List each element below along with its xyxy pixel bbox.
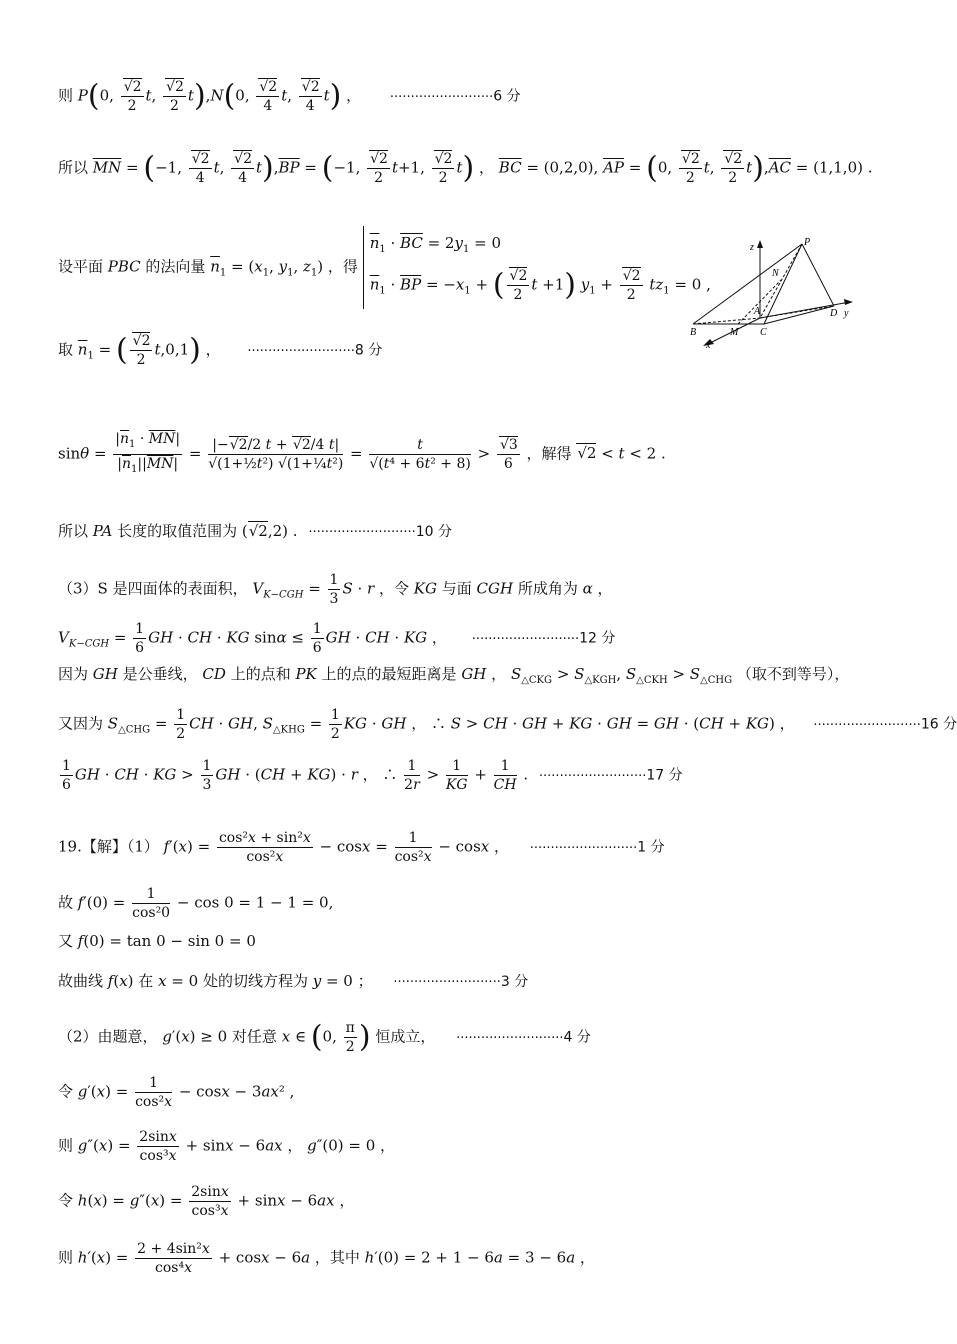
line-9: 因为 GH 是公垂线， CD 上的点和 PK 上的点的最短距离是 GH ， $S_{\triangle CKG} > S_{\triangle KGH}$, $S_{\triangle CKH} > S_{\triangle CHG}$ （取不到等号）， bbox=[58, 665, 850, 686]
line-7: （3）S 是四面体的表面积， $V_{K-CGH}$ = $\frac{1}{3}$ S · r ，令 KG 与面 CGH 所成角为 α ， bbox=[58, 572, 613, 607]
line-12: 19.【解】（1） f′(x) = $\frac{\text{cos²x + sin²x}}{\text{cos²x}}$ − cosx = $\frac{1}{\text{cos²x}}$ − cosx ， ··························1 分 bbox=[58, 830, 665, 865]
label-C: C bbox=[760, 327, 767, 338]
line-6: 所以 PA 长度的取值范围为 (√2,2) . ··························10 分 bbox=[58, 522, 453, 540]
label-A: A bbox=[754, 306, 761, 317]
line-2: 所以 $\overline{MN} = (-1$, $\frac{√2}{4}$ t, $\frac{√2}{4}$ $t),\overline{BP} = (-1$, $\frac{√2}{2}$ t+1, $\frac{√2}{2}$ t) ， $\overline{BC} = (0,2,0)$, $\overline{AP} = (0$, $\frac{√2}{2}$ t, $\frac{√2}{2}$ $t),\overline{AC} = (1,1,0)$ . bbox=[58, 150, 873, 186]
line-18: 则 g″(x) = $\frac{2\sin x}{\text{cos³x}}$ + sinx − 6ax ， g″(0) = 0 ， bbox=[58, 1129, 396, 1164]
line-17: 令 g′(x) = $\frac{1}{\text{cos²x}}$ − cosx − 3ax² , bbox=[58, 1075, 295, 1110]
line-15: 故曲线 f(x) 在 x = 0 处的切线方程为 y = 0 ； ··························3 分 bbox=[58, 972, 529, 990]
label-P: P bbox=[804, 237, 811, 248]
label-M: M bbox=[730, 327, 739, 338]
line-11: $\frac{1}{6}$ GH · CH · KG > $\frac{1}{3}$ GH · (CH + KG) · r ， ∴ $\frac{1}{2r}$ > $\frac{1}{KG}$ + $\frac{1}{CH}$ . ··························17 分 bbox=[62, 758, 683, 793]
score-6: 6 分 bbox=[493, 88, 521, 105]
score-4: 4 分 bbox=[563, 1029, 591, 1046]
score-16: 16 分 bbox=[920, 716, 957, 733]
score-8: 8 分 bbox=[354, 342, 383, 359]
tetrahedron-figure bbox=[688, 236, 858, 351]
score-10: 10 分 bbox=[415, 524, 453, 540]
label-x: x bbox=[706, 340, 711, 351]
line-4: 取 $\overline{n}_1$ = ( $\frac{√2}{2}$ t,0,1) ， ··························8 分 bbox=[58, 332, 383, 368]
label-z: z bbox=[750, 242, 754, 253]
score-17: 17 分 bbox=[646, 767, 683, 784]
line-13: 故 f′(0) = $\frac{1}{\text{cos²0}}$ − cos 0 = 1 − 1 = 0, bbox=[58, 886, 334, 921]
line-16: （2）由题意， g′(x) ≥ 0 对任意 x ∈ (0, $\frac{\pi}{2}$ ) 恒成立， ··························4 分 bbox=[58, 1019, 591, 1055]
line-3: 设平面 PBC 的法向量 $\overline{n}_1 = (x_1$, $y_1$, $z_1$) ，得 $\overline{n}_1 \cdot \overline{BC} = 2y_1 = 0$ $\overline{n}_1 \cdot \overline{BP} = -x_1$ + ( $\frac{√2}{2}$ t +1) $y_1$ + $\frac{√2}{2}$ $tz_1 = 0$ , bbox=[58, 226, 711, 309]
line-10: 又因为 $S_{\triangle CHG}$ = $\frac{1}{2}$ CH · GH, $S_{\triangle KHG}$ = $\frac{1}{2}$ KG · GH ， ∴ S > CH · GH + KG · GH = GH · (CH + KG) ， ··························16 分 bbox=[58, 707, 957, 742]
line-20: 则 h′(x) = $\frac{\text{2 + 4sin²x}}{\text{cos⁴x}}$ + cosx − 6a ，其中 h′(0) = 2 + 1 − 6a = 3 − 6a ， bbox=[58, 1241, 595, 1276]
label-D: D bbox=[830, 308, 838, 319]
line-1: 则 P(0, $\frac{√2}{2}$ t, $\frac{√2}{2}$ t),N(0, $\frac{√2}{4}$ t, $\frac{√2}{4}$ t) ， ·························6 分 bbox=[58, 78, 521, 114]
score-3: 3 分 bbox=[500, 974, 529, 990]
line-19: 令 h(x) = g″(x) = $\frac{2\sin x}{\text{cos³x}}$ + sinx − 6ax ， bbox=[58, 1184, 355, 1219]
label-B: B bbox=[690, 327, 697, 338]
label-N: N bbox=[772, 268, 779, 279]
score-12: 12 分 bbox=[579, 630, 616, 647]
label-y: y bbox=[844, 308, 849, 319]
line-8: $V_{K-CGH}$ = $\frac{1}{6}$ GH · CH · KG sinα ≤ $\frac{1}{6}$ GH · CH · KG ， ··························12 分 bbox=[58, 621, 616, 656]
score-1: 1 分 bbox=[637, 839, 665, 856]
line-5: sinθ = $\frac{|\overline{n}_1 \cdot \overline{MN}|}{|\overline{n}_1||\overline{MN}|}$ = $\frac{|-√2/2 t + √2/4 t|}{\text{√(1+½t²) √(1+¼t²)}}$ = $\frac{t}{\text{√(t⁴ + 6t² + 8)}}$ > $\frac{√3}{6}$ ，解得 √2 < t < 2 . bbox=[58, 431, 666, 475]
line-14: 又 f(0) = tan 0 − sin 0 = 0 bbox=[58, 932, 256, 950]
